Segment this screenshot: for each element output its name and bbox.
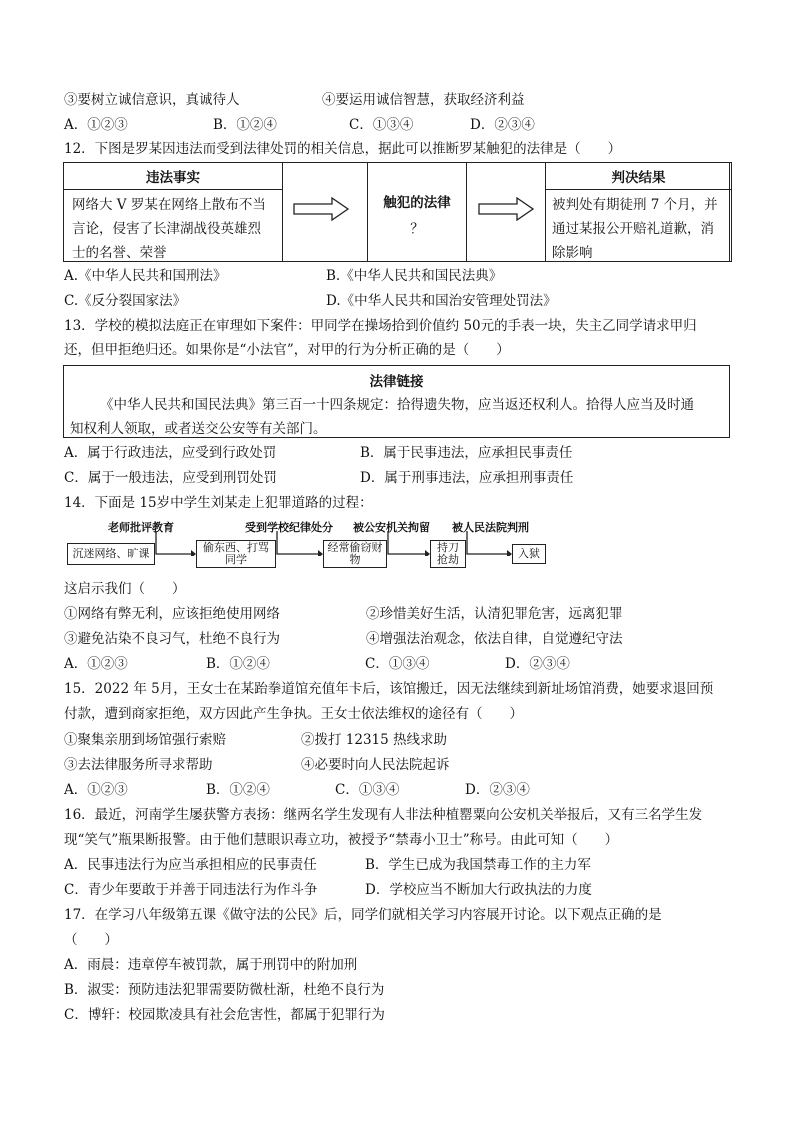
q12-law-title: 触犯的法律 [383, 195, 451, 211]
q13-stem-1: 13．学校的模拟法庭正在审理如下案件：甲同学在操场拾到价值约 50元的手表一块，失主乙同学请求甲归 [64, 318, 697, 334]
q13-link-line-2: 知权利人领取，或者送交公安等有关部门。 [70, 421, 327, 437]
q13-choice-a: A．属于行政违法，应受到行政处罚 [64, 445, 277, 461]
q12-result-cell [545, 162, 732, 262]
q12-choice-c: C.《反分裂国家法》 [64, 293, 187, 309]
q12-law-cell [367, 162, 467, 262]
q15-option-1: ①聚集亲朋到场馆强行索赔 [64, 732, 226, 748]
q12-facts-title: 违法事实 [146, 170, 200, 186]
arrow-right-icon [292, 197, 352, 221]
q15-choice-b: B．①②④ [206, 782, 270, 798]
q12-choice-a: A.《中华人民共和国刑法》 [64, 268, 227, 284]
q17-choice-b: B．淑雯：预防违法犯罪需要防微杜渐，杜绝不良行为 [64, 982, 385, 998]
q11-choice-a: A．①②③ [64, 117, 128, 133]
q16-choice-b: B．学生已成为我国禁毒工作的主力军 [365, 857, 591, 873]
q15-option-3: ③去法律服务所寻求帮助 [64, 757, 213, 773]
q11-choice-c: C．①③④ [349, 117, 414, 133]
q14-prompt: 这启示我们（ ） [64, 581, 186, 597]
q11-choice-b: B．①②④ [213, 117, 277, 133]
q15-choice-a: A．①②③ [64, 782, 128, 798]
q15-option-2: ②拨打 12315 热线求助 [301, 732, 448, 748]
q12-facts-line-3: 士的名誉、荣誉 [72, 245, 167, 261]
q13-stem-2: 还，但甲拒绝归还。如果你是“小法官”，对甲的行为分析正确的是（ ） [64, 342, 510, 358]
q12-info-table [63, 162, 730, 262]
q15-stem-2: 付款，遭到商家拒绝，双方因此产生争执。王女士依法维权的途径有（ ） [64, 706, 523, 722]
q13-choice-c: C．属于一般违法，应受到刑罚处罚 [64, 470, 277, 486]
q12-result-line-1: 被判处有期徒刑 7 个月，并 [552, 197, 718, 213]
q15-choice-d: D．②③④ [465, 782, 530, 798]
q12-result-title: 判决结果 [611, 170, 666, 186]
q14-choice-a: A．①②③ [64, 656, 128, 672]
q17-choice-a: A．雨晨：违章停车被罚款，属于刑罚中的附加刑 [64, 957, 358, 973]
q16-choice-a: A．民事违法行为应当承担相应的民事责任 [64, 857, 317, 873]
q12-choice-b: B.《中华人民共和国民法典》 [326, 268, 503, 284]
q14-stem: 14．下面是 15岁中学生刘某走上犯罪道路的过程： [64, 495, 373, 511]
q11-option-4: ④要运用诚信智慧，获取经济利益 [322, 92, 525, 108]
flow-arrow-icon [276, 530, 323, 556]
q16-choice-c: C．青少年要敢于并善于同违法行为作斗争 [64, 882, 318, 898]
q13-link-title: 法律链接 [369, 374, 424, 390]
flow-arrow-icon [466, 530, 512, 556]
q16-stem-1: 16．最近，河南学生屡获警方表扬：继两名学生发现有人非法种植罂粟向公安机关举报后，又有三名学生发 [64, 807, 703, 823]
flow-arrow-icon [387, 530, 430, 556]
q13-link-line-1: 《中华人民共和国民法典》第三百一十四条规定：拾得遗失物，应当返还权利人。拾得人应当及时通 [100, 397, 694, 413]
q12-result-line-3: 除影响 [552, 245, 593, 261]
q16-choice-d: D．学校应当不断加大行政执法的力度 [365, 882, 592, 898]
q14-flow-step-5: 入狱 [512, 544, 546, 564]
q17-stem-2: （ ） [64, 932, 118, 948]
q14-choice-b: B．①②④ [206, 656, 270, 672]
q12-stem: 12．下图是罗某因违法而受到法律处罚的相关信息，据此可以推断罗某触犯的法律是（ ） [64, 141, 622, 157]
q14-flow-step-2: 偷东西、打骂同学 [196, 540, 276, 568]
q11-choice-d: D．②③④ [470, 117, 535, 133]
q15-stem-1: 15．2022 年 5月，王女士在某跆拳道馆充值年卡后，该馆搬迁，因无法继续到新址场馆消费，她要求退回预 [64, 681, 714, 697]
q14-flow-label-4: 被人民法院判刑 [452, 521, 529, 534]
q14-option-2: ②珍惜美好生活，认清犯罪危害，远离犯罪 [366, 606, 623, 622]
q13-choice-b: B．属于民事违法，应承担民事责任 [360, 445, 573, 461]
arrow-right-icon [477, 197, 537, 221]
q17-stem-1: 17．在学习八年级第五课《做守法的公民》后，同学们就相关学习内容展开讨论。以下观点正确的是 [64, 907, 662, 923]
q13-choice-d: D．属于刑事违法，应承担刑事责任 [360, 470, 574, 486]
q14-choice-d: D．②③④ [505, 656, 570, 672]
q12-facts-line-2: 言论，侵害了长津湖战役英雄烈 [72, 221, 261, 237]
q15-choice-c: C．①③④ [335, 782, 400, 798]
q12-choice-d: D.《中华人民共和国治安管理处罚法》 [326, 293, 557, 309]
q14-option-1: ①网络有弊无利，应该拒绝使用网络 [64, 606, 280, 622]
q14-option-4: ④增强法治观念，依法自律，自觉遵纪守法 [366, 631, 623, 647]
q12-facts-line-1: 网络大 V 罗某在网络上散布不当 [72, 197, 266, 213]
q14-flow-step-1: 沉迷网络、旷课 [67, 543, 155, 565]
q14-option-3: ③避免沾染不良习气，杜绝不良行为 [64, 631, 280, 647]
q14-choice-c: C．①③④ [365, 656, 430, 672]
q14-flow-label-3: 被公安机关拘留 [353, 521, 430, 534]
q17-choice-c: C．博轩：校园欺凌具有社会危害性，都属于犯罪行为 [64, 1007, 385, 1023]
q12-result-line-2: 通过某报公开赔礼道歉，消 [552, 221, 714, 237]
q14-flow-label-2: 受到学校纪律处分 [245, 521, 333, 534]
q12-facts-cell [63, 162, 283, 262]
flow-arrow-icon [155, 530, 196, 556]
q14-flow-label-1: 老师批评教育 [108, 521, 174, 534]
q16-stem-2: 现“笑气”瓶果断报警。由于他们慧眼识毒立功，被授予“禁毒小卫士”称号。由此可知（ ） [64, 832, 619, 848]
q12-law-value: ？ [410, 221, 424, 237]
q11-option-3: ③要树立诚信意识，真诚待人 [64, 92, 240, 108]
q15-option-4: ④必要时向人民法院起诉 [301, 757, 450, 773]
q14-flow-step-4: 持刀抢劫 [430, 540, 466, 568]
q14-flow-step-3: 经常偷窃财物 [323, 540, 387, 568]
q13-law-link-box [63, 365, 730, 438]
